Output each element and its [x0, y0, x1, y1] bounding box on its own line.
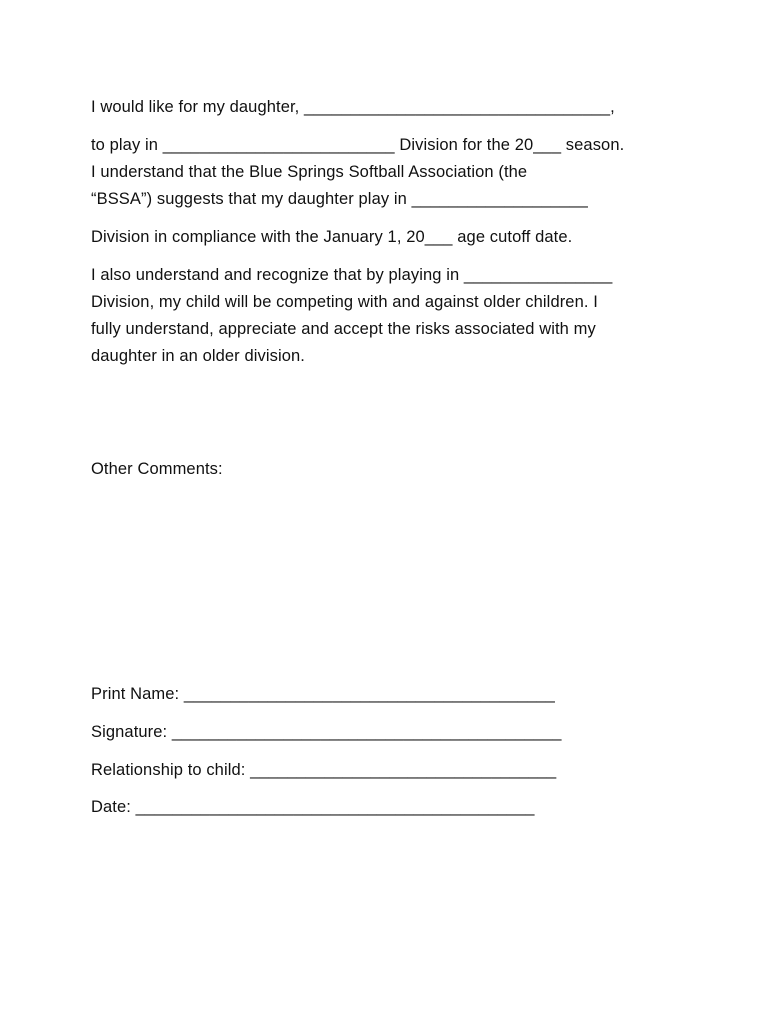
risk-statement-line-3: fully understand, appreciate and accept the risks associated with my: [91, 320, 596, 338]
signature-field: Signature: __________________________________________: [91, 723, 562, 741]
division-season-line: to play in _________________________ Division for the 20___ season.: [91, 136, 625, 154]
other-comments-label: Other Comments:: [91, 460, 223, 478]
risk-statement-line-4: daughter in an older division.: [91, 347, 305, 365]
risk-statement-line-1: I also understand and recognize that by playing in ________________: [91, 266, 613, 284]
print-name-field: Print Name: ________________________________________: [91, 685, 555, 703]
bssa-statement-line-1: I understand that the Blue Springs Softball Association (the: [91, 163, 528, 181]
daughter-name-line: I would like for my daughter, _________________________________,: [91, 98, 615, 116]
risk-statement-line-2: Division, my child will be competing with and against older children. I: [91, 293, 598, 311]
relationship-field: Relationship to child: _________________________________: [91, 761, 557, 779]
bssa-statement-line-2: “BSSA”) suggests that my daughter play in ___________________: [91, 190, 588, 208]
date-field: Date: ___________________________________________: [91, 798, 535, 816]
age-cutoff-line: Division in compliance with the January 1, 20___ age cutoff date.: [91, 228, 573, 246]
